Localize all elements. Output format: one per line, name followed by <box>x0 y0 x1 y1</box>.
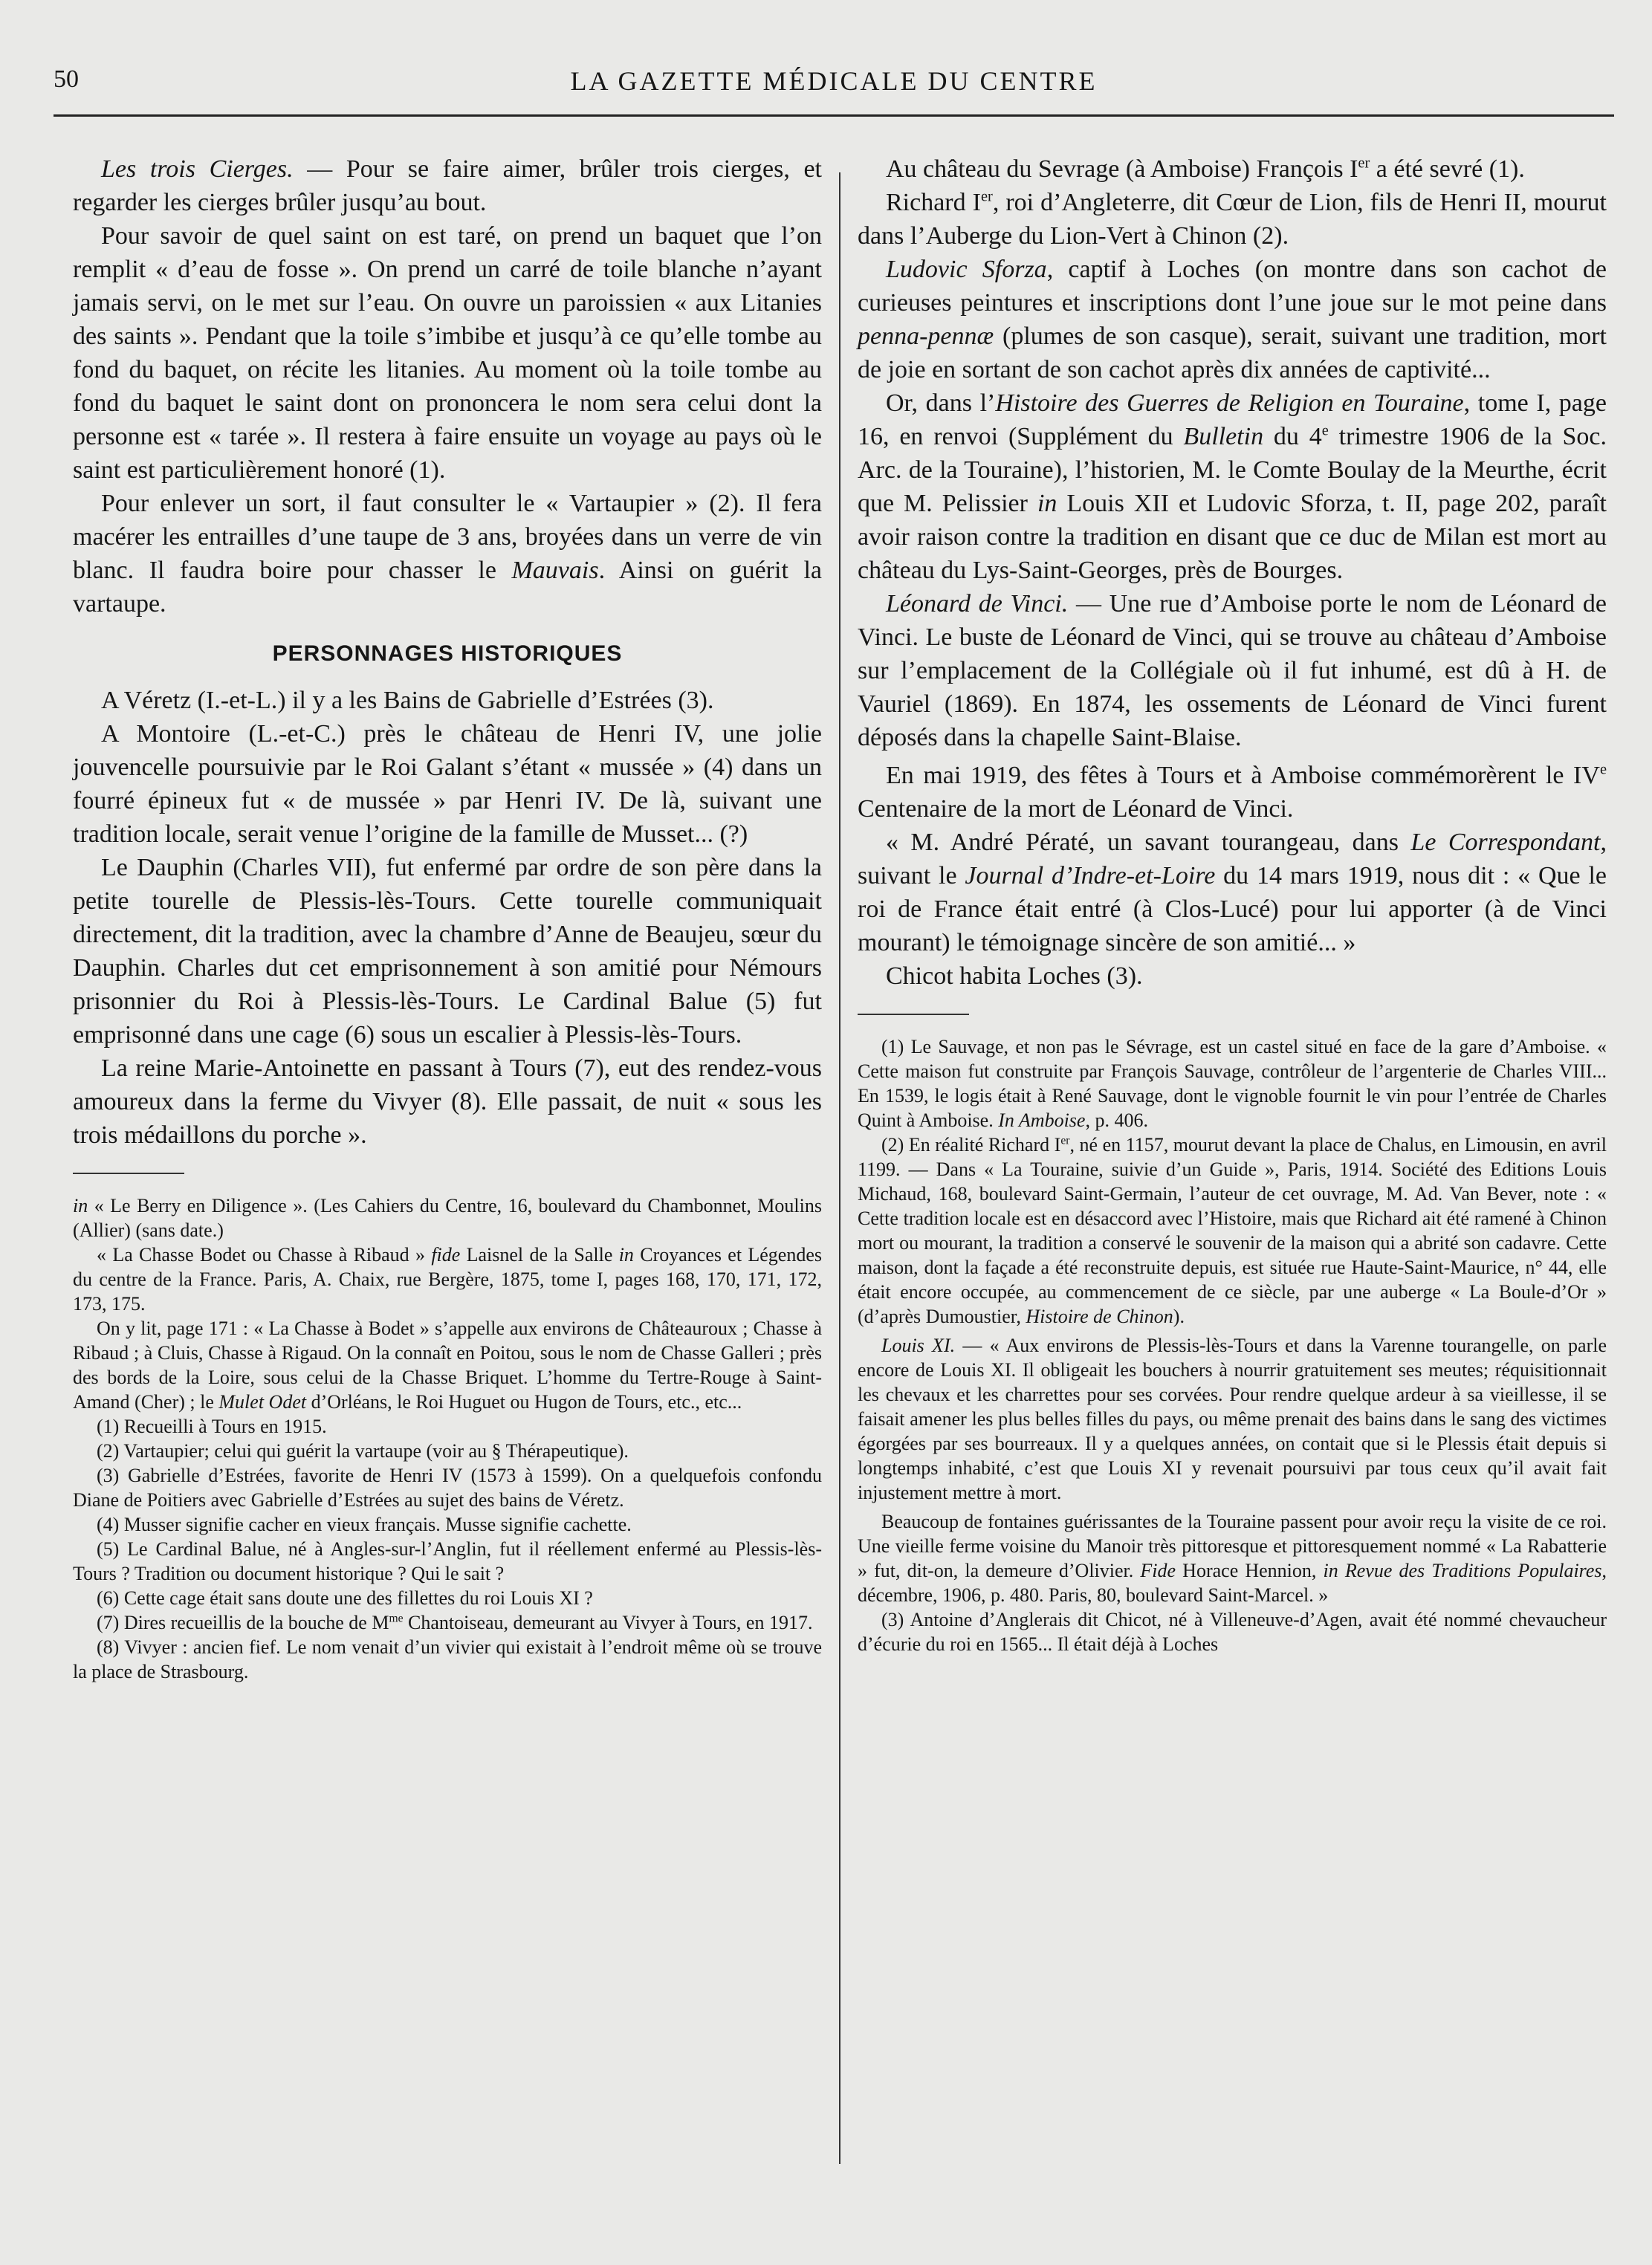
paragraph: Ludovic Sforza, captif à Loches (on montre dans son cachot de curieuses peintures et inscriptions dont l’une joue sur le mot peine dans penna-pennæ (plumes de son casque), serait, suivant une tradition, mort de joie en sortant de son cachot après dix années de captivité... <box>858 256 1607 383</box>
right-footnotes <box>858 1034 1607 1656</box>
footnote: Beaucoup de fontaines guérissantes de la Touraine passent pour avoir reçu la visite de ce roi. Une vieille ferme voisine du Manoir très pittoresque et pittoresquement nommé « La Rabatterie » fut, dit-on, la demeure d’Olivier. Fide Horace Hennion, in Revue des Traditions Populaires, décembre, 1906, p. 480. Paris, 80, boulevard Saint-Marcel. » <box>858 1511 1607 1606</box>
section-heading: PERSONNAGES HISTORIQUES <box>272 641 623 666</box>
paragraph: Le Dauphin (Charles VII), fut enfermé par ordre de son père dans la petite tourelle de Plessis-lès-Tours. Cette tourelle communiquait directement, dit la tradition, avec la chambre d’Anne de Beaujeu, sœur du Dauphin. Charles dut cet emprisonnement à son amitié pour Némours prisonnier du Roi à Plessis-lès-Tours. Le Cardinal Balue (5) fut emprisonné dans une cage (6) sous un escalier à Plessis-lès-Tours. <box>73 854 822 1049</box>
footnote: (8) Vivyer : ancien fief. Le nom venait d’un vivier qui existait à l’endroit même où se trouve la place de Strasbourg. <box>73 1636 822 1682</box>
left-column <box>73 152 822 1684</box>
footnote: (7) Dires recueillis de la bouche de $M^{me}$ Chantoiseau, demeurant au Vivyer à Tours, en 1917. <box>97 1612 813 1633</box>
footnote: (3) Gabrielle d’Estrées, favorite de Henri IV (1573 à 1599). On a quelquefois confondu Diane de Poitiers avec Gabrielle d’Estrées au sujet des bains de Véretz. <box>73 1465 822 1511</box>
footnote: « La Chasse Bodet ou Chasse à Ribaud » fide Laisnel de la Salle in Croyances et Légendes du centre de la France. Paris, A. Chaix, rue Bergère, 1875, tome I, pages 168, 170, 171, 172, 173, 175. <box>73 1244 822 1315</box>
paragraph: Pour savoir de quel saint on est taré, on prend un baquet que l’on remplit « d’eau de fosse ». On prend un carré de toile blanche n’ayant jamais servi, on le met sur l’eau. On ouvre un paroissien « aux Litanies des saints ». Pendant que la toile s’imbibe et jusqu’à ce qu’elle tombe au fond du baquet, on récite les litanies. Au moment où la toile tombe au fond du baquet le saint dont on prononcera le nom sera celui dont la personne est « tarée ». Il restera à faire ensuite un voyage au pays où le saint est particulièrement honoré (1). <box>73 222 822 484</box>
footnote: (1) Le Sauvage, et non pas le Sévrage, est un castel situé en face de la gare d’Amboise. « Cette maison fut construite par François Sauvage, contrôleur de l’argenterie de Charles VIII... En 1539, le logis était à René Sauvage, dont le vignoble fournit le vin pour l’entrée de Charles Quint à Amboise. In Amboise, p. 406. <box>858 1036 1607 1131</box>
right-main-text <box>858 152 1607 993</box>
footnote: (1) Recueilli à Tours en 1915. <box>97 1416 327 1437</box>
column-divider <box>839 172 840 2164</box>
right-footnote-rule <box>858 1014 969 1015</box>
paragraph: Au château du Sevrage (à Amboise) François Ier a été sevré (1). <box>886 155 1525 183</box>
journal-title: LA GAZETTE MÉDICALE DU CENTRE <box>570 66 1098 96</box>
paragraph: Chicot habita Loches (3). <box>886 962 1143 990</box>
left-footnotes <box>73 1193 822 1684</box>
footnote: On y lit, page 171 : « La Chasse à Bodet » s’appelle aux environs de Châteauroux ; Chasse à Ribaud ; à Cluis, Chasse à Rigaud. On la connaît en Poitou, sous le nom de Chasse Galleri ; près des bords de la Loire, sous celui de la Chasse Briquet. L’homme du Tertre-Rouge à Saint-Amand (Cher) ; le Mulet Odet d’Orléans, le Roi Huguet ou Hugon de Tours, etc., etc... <box>73 1318 822 1413</box>
running-header <box>54 65 1614 110</box>
footnote: Louis XI. — « Aux environs de Plessis-lès-Tours et dans la Varenne tourangelle, on parle encore de Louis XI. Il obligeait les bouchers à nourrir gratuitement ses meutes; réquisitionnait les chevaux et les charrettes pour ses corvées. Pour rendre quelque ardeur à sa vieillesse, il se faisait amener les plus belles filles du pays, ou même prenait des bains dans le sang des victimes égorgées par ses bourreaux. Il y a quelques années, on contait que si le Plessis était depuis si longtemps inhabité, c’est que Louis XI y revenait poursuivi par tous ceux qu’il avait fait injustement mettre à mort. <box>858 1335 1607 1503</box>
paragraph: A Montoire (L.-et-C.) près le château de Henri IV, une jolie jouvencelle poursuivie par le Roi Galant s’étant « mussée » (4) dans un fourré épineux fut « de mussée » par Henri IV. De là, suivant une tradition locale, serait venue l’origine de la famille de Musset... (?) <box>73 720 822 848</box>
header-rule <box>54 114 1614 117</box>
left-footnote-rule <box>73 1173 184 1174</box>
paragraph: En mai 1919, des fêtes à Tours et à Amboise commémorèrent le IVe Centenaire de la mort de Léonard de Vinci. <box>858 761 1607 823</box>
paragraph: Or, dans l’Histoire des Guerres de Religion en Touraine, tome I, page 16, en renvoi (Supplément du Bulletin du 4e trimestre 1906 de la Soc. Arc. de la Touraine), l’historien, M. le Comte Boulay de la Meurthe, écrit que M. Pelissier in Louis XII et Ludovic Sforza, t. II, page 202, paraît avoir raison contre la tradition en disant que ce duc de Milan est mort au château du Lys-Saint-Georges, près de Bourges. <box>858 389 1607 584</box>
footnote: (6) Cette cage était sans doute une des fillettes du roi Louis XI ? <box>97 1587 593 1609</box>
footnote: in « Le Berry en Diligence ». (Les Cahiers du Centre, 16, boulevard du Chambonnet, Moulins (Allier) (sans date.) <box>73 1195 822 1241</box>
paragraph: Pour enlever un sort, il faut consulter le « Vartaupier » (2). Il fera macérer les entrailles d’une taupe de 3 ans, broyées dans un verre de vin blanc. Il faudra boire pour chasser le Mauvais. Ainsi on guérit la vartaupe. <box>73 490 822 618</box>
footnote: (3) Antoine d’Anglerais dit Chicot, né à Villeneuve-d’Agen, avait été nommé chevaucheur d’écurie du roi en 1565... Il était déjà à Loches <box>858 1609 1607 1655</box>
right-column <box>858 152 1607 1656</box>
footnote: (5) Le Cardinal Balue, né à Angles-sur-l’Anglin, fut il réellement enfermé au Plessis-lès-Tours ? Tradition ou document historique ? Qui le sait ? <box>73 1538 822 1584</box>
page-number: 50 <box>54 65 79 93</box>
footnote: (2) Vartaupier; celui qui guérit la vartaupe (voir au § Thérapeutique). <box>97 1440 629 1462</box>
paragraph: Léonard de Vinci. — Une rue d’Amboise porte le nom de Léonard de Vinci. Le buste de Léonard de Vinci, qui se trouve au château d’Amboise sur l’emplacement de la Collégiale où il fut inhumé, est dû à H. de Vauriel (1869). En 1874, les ossements de Léonard de Vinci furent déposés dans la chapelle Saint-Blaise. <box>858 590 1607 751</box>
paragraph: Richard Ier, roi d’Angleterre, dit Cœur de Lion, fils de Henri II, mourut dans l’Auberge du Lion-Vert à Chinon (2). <box>858 188 1607 250</box>
paragraph: « M. André Pératé, un savant tourangeau, dans Le Correspondant, suivant le Journal d’Indre-et-Loire du 14 mars 1919, nous dit : « Que le roi de France était entré (à Clos-Lucé) pour lui apporter (à de Vinci mourant) le témoignage sincère de son amitié... » <box>858 829 1607 956</box>
left-main-text <box>73 152 822 1152</box>
footnote: (2) En réalité Richard Ier, né en 1157, mourut devant la place de Chalus, en Limousin, en avril 1199. — Dans « La Touraine, suivie d’un Guide », Paris, 1914. Société des Editions Louis Michaud, 168, boulevard Saint-Germain, l’auteur de cet ouvrage, M. Ad. Van Bever, note : « Cette tradition locale est en désaccord avec l’Histoire, mais que Richard ait été ramené à Chinon mort ou mourant, la tradition a conservé le souvenir de la maison qui a abrité son cadavre. Cette maison, dont la façade a été reconstruite depuis, est située rue Haute-Saint-Maurice, n° 44, elle était encore occupée, au commencement de ce siècle, par une auberge « La Boule-d’Or » (d’après Dumoustier, Histoire de Chinon). <box>858 1134 1607 1327</box>
paragraph: La reine Marie-Antoinette en passant à Tours (7), eut des rendez-vous amoureux dans la ferme du Vivyer (8). Elle passait, de nuit « sous les trois médaillons du porche ». <box>73 1054 822 1149</box>
paragraph: A Véretz (I.-et-L.) il y a les Bains de Gabrielle d’Estrées (3). <box>101 687 714 714</box>
paragraph: Les trois Cierges. — Pour se faire aimer, brûler trois cierges, et regarder les cierges brûler jusqu’au bout. <box>73 155 822 216</box>
footnote: (4) Musser signifie cacher en vieux français. Musse signifie cachette. <box>97 1514 632 1535</box>
